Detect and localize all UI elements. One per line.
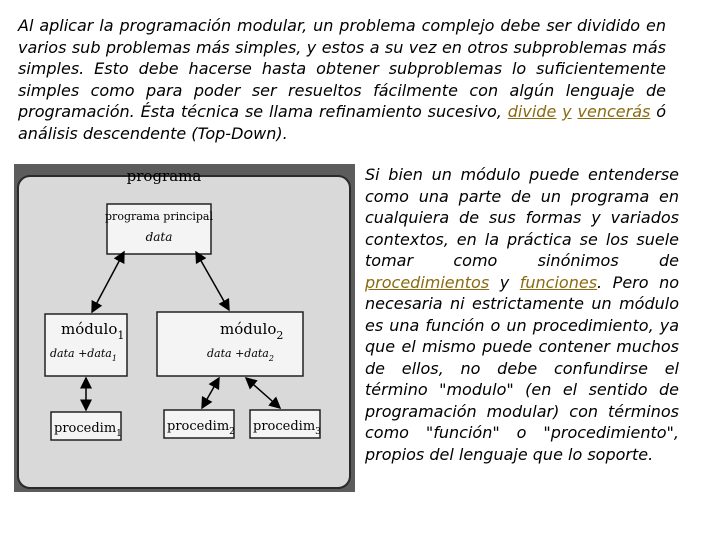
link-divide[interactable]: divide [507,102,557,121]
proc3-label: procedim$_3$ [253,419,321,437]
proc2-label: procedim$_2$ [167,419,235,437]
link-funciones[interactable]: funciones [519,272,598,292]
module-paragraph [365,164,679,465]
main-program-data: data [145,230,173,244]
module2-label: módulo$_2$ [220,320,284,342]
link-procedimientos[interactable]: procedimientos [365,272,490,292]
modular-program-diagram [14,164,355,492]
link-venceras[interactable]: vencerás [577,102,651,121]
intro-text: Al aplicar la programación modular, un problema complejo debe ser dividido en varios sub problemas más simples, y estos a su vez en otros subproblemas más simples. Esto debe hacerse hasta obtener subproblemas lo suficientemente simples como para poder ser resueltos fácilmente con algún lenguaje de programación. Ésta técnica se llama refinamiento sucesivo, [18,16,666,121]
module-text-mid: y [489,272,520,292]
module2-data: data +data$_2$ [207,347,274,363]
program-title: programa [126,167,202,185]
module-text-end: . Pero no necesaria ni estrictamente un módulo es una función o un procedimiento, ya que el mismo puede contener muchos de ellos, no debe confundirse el término "modulo" (en el sentido de programación modular) con términos como "función" o "procedimiento", propios del lenguaje que lo soporte. [365,272,680,464]
module-text: Si bien un módulo puede entenderse como una parte de un programa en cualquiera de sus formas y variados contextos, en la práctica se los suele tomar como sinónimos de [365,165,679,270]
module1-label: módulo$_1$ [61,320,125,342]
main-program-label: programa principal [105,210,213,223]
link-y[interactable]: y [562,102,572,121]
intro-paragraph [18,15,666,144]
module1-data: data +data$_1$ [50,347,117,363]
intro-text-end: ó análisis descendente (Top-Down). [18,102,667,143]
diagram-canvas [14,164,355,492]
proc1-label: procedim$_1$ [54,421,122,439]
